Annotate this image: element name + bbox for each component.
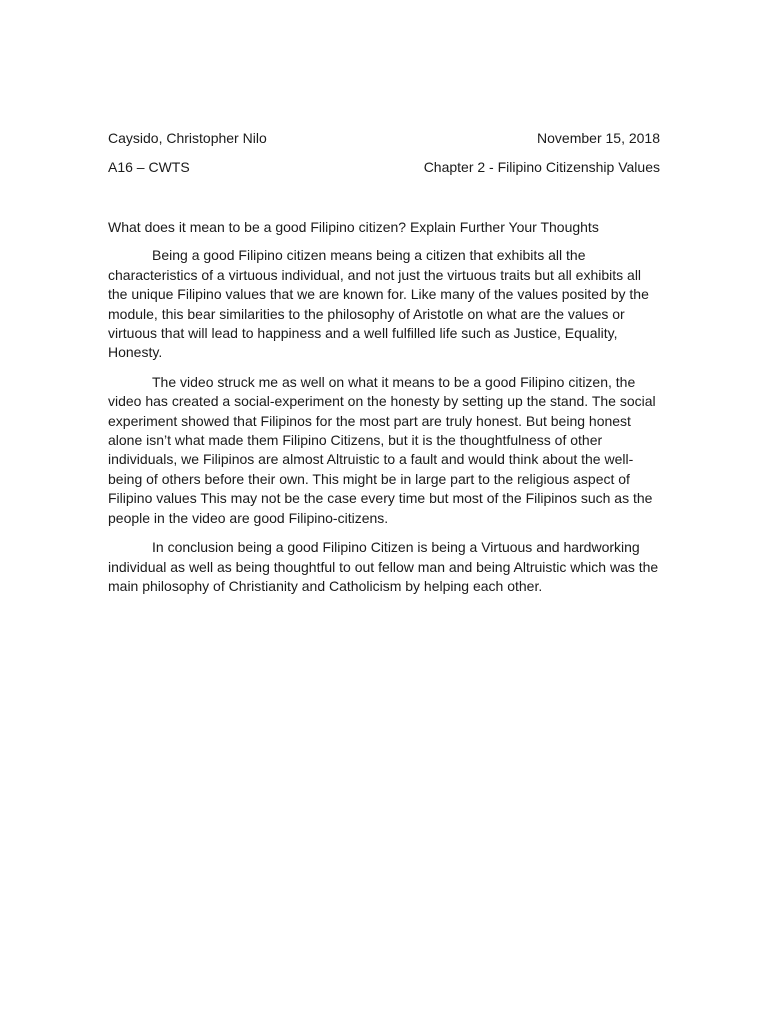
essay-question: What does it mean to be a good Filipino citizen? Explain Further Your Thoughts <box>108 219 599 235</box>
essay-paragraph-2: The video struck me as well on what it means to be a good Filipino citizen, the video has created a social-experiment on the honesty by setting up the stand. The social experiment showed that Filipinos for the most part are truly honest. But being honest alone isn’t what made them Filipino Citizens, but it is the thoughtfulness of other individuals, we Filipinos are almost Altruistic to a fault and would think about the well-being of others before their own. This might be in large part to the religious aspect of Filipino values This may not be the case every time but most of the Filipinos such as the people in the video are good Filipino-citizens. <box>108 373 656 526</box>
class-section: A16 – CWTS <box>108 159 190 175</box>
header-row-top <box>108 129 660 147</box>
essay-paragraph-1: Being a good Filipino citizen means being a citizen that exhibits all the characteristics of a virtuous individual, and not just the virtuous traits but all exhibits all the unique Filipino values that we are known for. Like many of the values posited by the module, this bear similarities to the philosophy of Aristotle on what are the values or virtuous that will lead to happiness and a well fulfilled life such as Justice, Equality, Honesty. <box>108 247 649 361</box>
document-date: November 15, 2018 <box>537 130 660 146</box>
author-name: Caysido, Christopher Nilo <box>108 130 267 146</box>
chapter-title: Chapter 2 - Filipino Citizenship Values <box>423 159 660 175</box>
header-row-bottom <box>108 158 660 176</box>
essay-paragraph-3: In conclusion being a good Filipino Citizen is being a Virtuous and hardworking individual as well as being thoughtful to out fellow man and being Altruistic which was the main philosophy of Christianity and Catholicism by helping each other. <box>108 539 659 594</box>
essay-body <box>108 218 664 606</box>
